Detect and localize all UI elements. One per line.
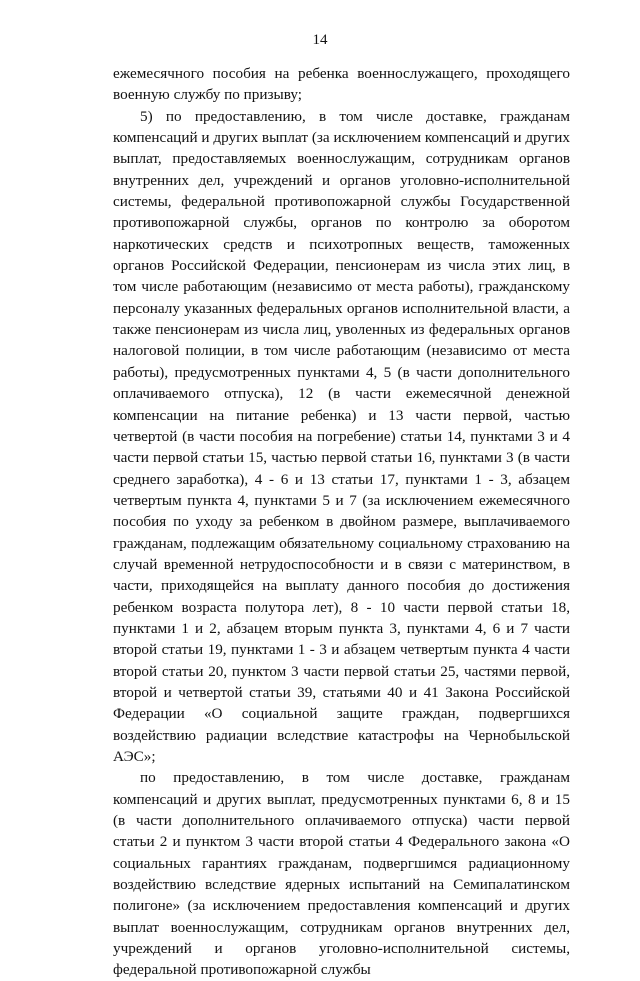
page-number: 14: [312, 32, 328, 48]
document-body: [113, 63, 570, 981]
paragraph-continuation: ежемесячного пособия на ребенка военнослужащего, проходящего военную службу по призыву;: [113, 65, 570, 104]
paragraph-semipalatinsk: по предоставлению, в том числе доставке, гражданам компенсаций и других выплат, предусмотренных пунктами 6, 8 и 15 (в части дополнительного оплачиваемого отпуска) части первой статьи 2 и пунктом 3 части второй статьи 4 Федерального закона «О социальных гарантиях гражданам, подвергшимся радиационному воздействию вследствие ядерных испытаний на Семипалатинском полигоне» (за исключением предоставления компенсаций и других выплат военнослужащим, сотрудникам органов внутренних дел, учреждений и органов уголовно-исполнительной системы, федеральной противопожарной службы: [113, 769, 570, 979]
paragraph-item-5: 5) по предоставлению, в том числе доставке, гражданам компенсаций и других выплат (за исключением компенсаций и других выплат, предоставляемых военнослужащим, сотрудникам органов внутренних дел, учреждений и органов уголовно-исполнительной системы, федеральной противопожарной службы Государственной противопожарной службы, органов по контролю за оборотом наркотических средств и психотропных веществ, таможенных органов Российской Федерации, пенсионерам из числа этих лиц, в том числе работающим (независимо от места работы), гражданскому персоналу указанных федеральных органов исполнительной власти, а также пенсионерам из числа лиц, уволенных из федеральных органов налоговой полиции, в том числе работающим (независимо от места работы), предусмотренных пунктами 4, 5 (в части дополнительного оплачиваемого отпуска), 12 (в части ежемесячной денежной компенсации на питание ребенка) и 13 части первой, частью четвертой (в части пособия на погребение) статьи 14, пунктами 3 и 4 части первой статьи 15, частью первой статьи 16, пунктами 3 (в части среднего заработка), 4 - 6 и 13 статьи 17, пунктами 1 - 3, абзацем четвертым пункта 4, пунктами 5 и 7 (за исключением ежемесячного пособия по уходу за ребенком в двойном размере, выплачиваемого гражданам, подлежащим обязательному социальному страхованию на случай временной нетрудоспособности и в связи с материнством, в части, приходящейся на выплату данного пособия до достижения ребенком возраста полутора лет), 8 - 10 части первой статьи 18, пунктами 1 и 2, абзацем вторым пункта 3, пунктами 4, 6 и 7 части второй статьи 19, пунктами 1 - 3 и абзацем четвертым пункта 4 части второй статьи 20, пунктом 3 части первой статьи 25, частями первой, второй и четвертой статьи 39, статьями 40 и 41 Закона Российской Федерации «О социальной защите граждан, подвергшихся воздействию радиации вследствие катастрофы на Чернобыльской АЭС»;: [113, 107, 570, 765]
